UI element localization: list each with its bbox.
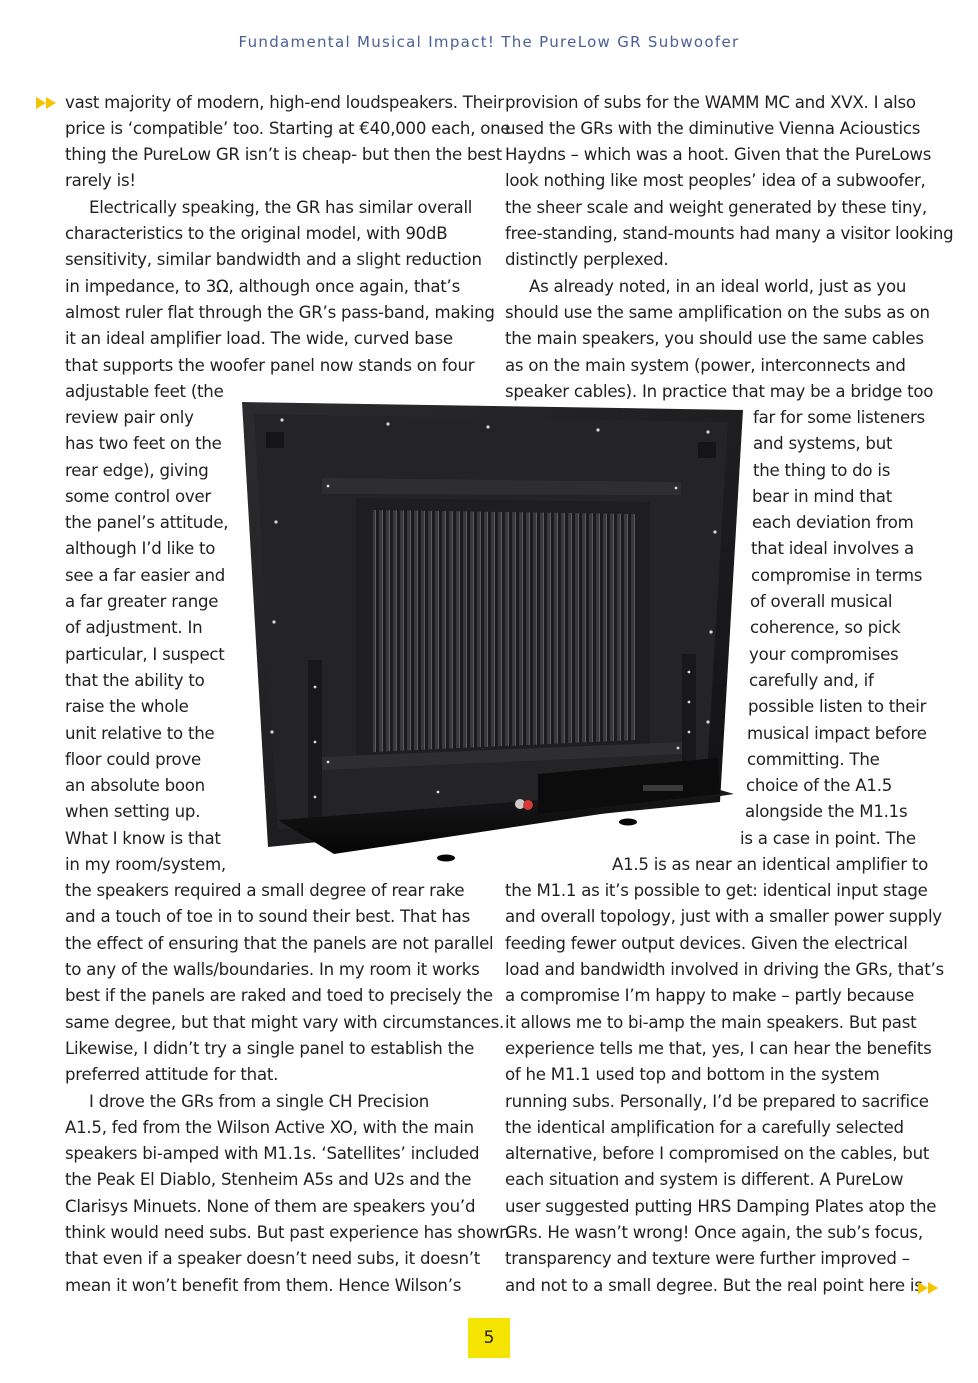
body-line: vast majority of modern, high-end loudspeakers. Their <box>65 93 504 112</box>
body-line: that the ability to <box>65 671 205 690</box>
body-line: see a far easier and <box>65 566 226 585</box>
body-line: A1.5, fed from the Wilson Active XO, with the main <box>65 1118 474 1137</box>
body-line: sensitivity, similar bandwidth and a slight reduction <box>65 250 482 269</box>
body-line: committing. The <box>747 750 880 769</box>
body-line: a far greater range <box>65 592 219 611</box>
body-line: the sheer scale and weight generated by these tiny, <box>505 198 927 217</box>
body-line: transparency and texture were further improved – <box>505 1249 910 1268</box>
body-line: as on the main system (power, interconnects and <box>505 356 906 375</box>
body-line: speakers bi-amped with M1.1s. ‘Satellites’ included <box>65 1144 480 1163</box>
body-line: and a touch of toe in to sound their best. That has <box>65 907 470 926</box>
body-line: of he M1.1 used top and bottom in the system <box>505 1065 880 1084</box>
body-line: A1.5 is as near an identical amplifier to <box>612 855 929 874</box>
body-line: the main speakers, you should use the same cables <box>505 329 924 348</box>
body-line: As already noted, in an ideal world, just as you <box>529 277 907 296</box>
body-line: has two feet on the <box>65 434 222 453</box>
body-line: used the GRs with the diminutive Vienna Acioustics <box>505 119 921 138</box>
body-line: feeding fewer output devices. Given the electrical <box>505 934 908 953</box>
body-line: rear edge), giving <box>65 461 209 480</box>
body-line: unit relative to the <box>65 724 215 743</box>
body-line: it allows me to bi-amp the main speakers. But past <box>505 1013 917 1032</box>
body-line: look nothing like most peoples’ idea of a subwoofer, <box>505 171 926 190</box>
body-line: possible listen to their <box>748 697 927 716</box>
body-line: and systems, but <box>753 434 893 453</box>
body-line: that supports the woofer panel now stands on four <box>65 356 475 375</box>
body-line: review pair only <box>65 408 194 427</box>
body-line: and overall topology, just with a smaller power supply <box>505 907 942 926</box>
body-line: musical impact before <box>747 724 927 743</box>
body-line: user suggested putting HRS Damping Plates atop the <box>505 1197 937 1216</box>
body-line: is a case in point. The <box>740 829 916 848</box>
subwoofer-photo <box>238 402 743 864</box>
body-line: adjustable feet (the <box>65 382 224 401</box>
body-line: provision of subs for the WAMM MC and XVX. I also <box>505 93 916 112</box>
body-line: the thing to do is <box>753 461 891 480</box>
body-line: experience tells me that, yes, I can hear the benefits <box>505 1039 932 1058</box>
body-line: characteristics to the original model, with 90dB <box>65 224 448 243</box>
body-line: raise the whole <box>65 697 189 716</box>
body-line: distinctly perplexed. <box>505 250 669 269</box>
body-line: speaker cables). In practice that may be a bridge too <box>505 382 934 401</box>
body-line: it an ideal amplifier load. The wide, curved base <box>65 329 453 348</box>
body-line: carefully and, if <box>749 671 874 690</box>
running-header: Fundamental Musical Impact! The PureLow GR Subwoofer <box>238 33 740 51</box>
body-line: the panel’s attitude, <box>65 513 229 532</box>
page-number: 5 <box>468 1318 510 1358</box>
body-line: particular, I suspect <box>65 645 225 664</box>
body-line: alongside the M1.1s <box>745 802 908 821</box>
body-line: should use the same amplification on the subs as on <box>505 303 930 322</box>
body-line: that ideal involves a <box>751 539 914 558</box>
body-line: of overall musical <box>750 592 893 611</box>
body-line: far for some listeners <box>753 408 925 427</box>
body-line: to any of the walls/boundaries. In my room it works <box>65 960 480 979</box>
body-line: thing the PureLow GR isn’t is cheap- but then the best <box>65 145 502 164</box>
body-line: free-standing, stand-mounts had many a visitor looking <box>505 224 954 243</box>
body-line: preferred attitude for that. <box>65 1065 279 1084</box>
foot <box>437 855 455 862</box>
body-line: mean it won’t benefit from them. Hence Wilson’s <box>65 1276 462 1295</box>
body-line: What I know is that <box>65 829 221 848</box>
body-line: the effect of ensuring that the panels are not parallel <box>65 934 494 953</box>
body-line: load and bandwidth involved in driving the GRs, that’s <box>505 960 944 979</box>
body-line: rarely is! <box>65 171 136 190</box>
body-line: an absolute boon <box>65 776 205 795</box>
body-line: in impedance, to 3Ω, although once again, that’s <box>65 277 460 296</box>
body-line: each situation and system is different. A PureLow <box>505 1170 904 1189</box>
body-line: same degree, but that might vary with circumstances. <box>65 1013 505 1032</box>
body-line: almost ruler flat through the GR’s pass-band, making <box>65 303 495 322</box>
body-line: the identical amplification for a carefully selected <box>505 1118 904 1137</box>
body-line: the Peak El Diablo, Stenheim A5s and U2s and the <box>65 1170 472 1189</box>
body-line: Electrically speaking, the GR has similar overall <box>89 198 473 217</box>
body-line: alternative, before I compromised on the cables, but <box>505 1144 930 1163</box>
body-line: best if the panels are raked and toed to precisely the <box>65 986 493 1005</box>
body-line: Haydns – which was a hoot. Given that the PureLows <box>505 145 932 164</box>
body-line: Likewise, I didn’t try a single panel to establish the <box>65 1039 475 1058</box>
binding-post <box>523 800 533 810</box>
body-line: bear in mind that <box>752 487 892 506</box>
body-line: I drove the GRs from a single CH Precision <box>89 1092 430 1111</box>
body-line: choice of the A1.5 <box>746 776 893 795</box>
body-line: floor could prove <box>65 750 201 769</box>
body-line: in my room/system, <box>65 855 226 874</box>
body-line: that even if a speaker doesn’t need subs, it doesn’t <box>65 1249 481 1268</box>
body-line: the M1.1 as it’s possible to get: identical input stage <box>505 881 928 900</box>
body-line: price is ‘compatible’ too. Starting at €40,000 each, one <box>65 119 511 138</box>
body-line: coherence, so pick <box>750 618 901 637</box>
body-line: some control over <box>65 487 211 506</box>
foot <box>619 819 637 826</box>
body-line: although I’d like to <box>65 539 216 558</box>
label-plate <box>643 785 683 791</box>
body-line: GRs. He wasn’t wrong! Once again, the sub’s focus, <box>505 1223 923 1242</box>
body-line: Clarisys Minuets. None of them are speakers you’d <box>65 1197 476 1216</box>
body-line: your compromises <box>749 645 899 664</box>
body-line: think would need subs. But past experience has shown <box>65 1223 510 1242</box>
body-line: of adjustment. In <box>65 618 203 637</box>
body-line: the speakers required a small degree of rear rake <box>65 881 465 900</box>
body-line: compromise in terms <box>751 566 923 585</box>
body-line: and not to a small degree. But the real point here is <box>505 1276 923 1295</box>
cooling-fins <box>373 510 636 752</box>
body-line: running subs. Personally, I’d be prepared to sacrifice <box>505 1092 929 1111</box>
body-line: a compromise I’m happy to make – partly because <box>505 986 915 1005</box>
body-line: each deviation from <box>752 513 914 532</box>
body-line: when setting up. <box>65 802 201 821</box>
